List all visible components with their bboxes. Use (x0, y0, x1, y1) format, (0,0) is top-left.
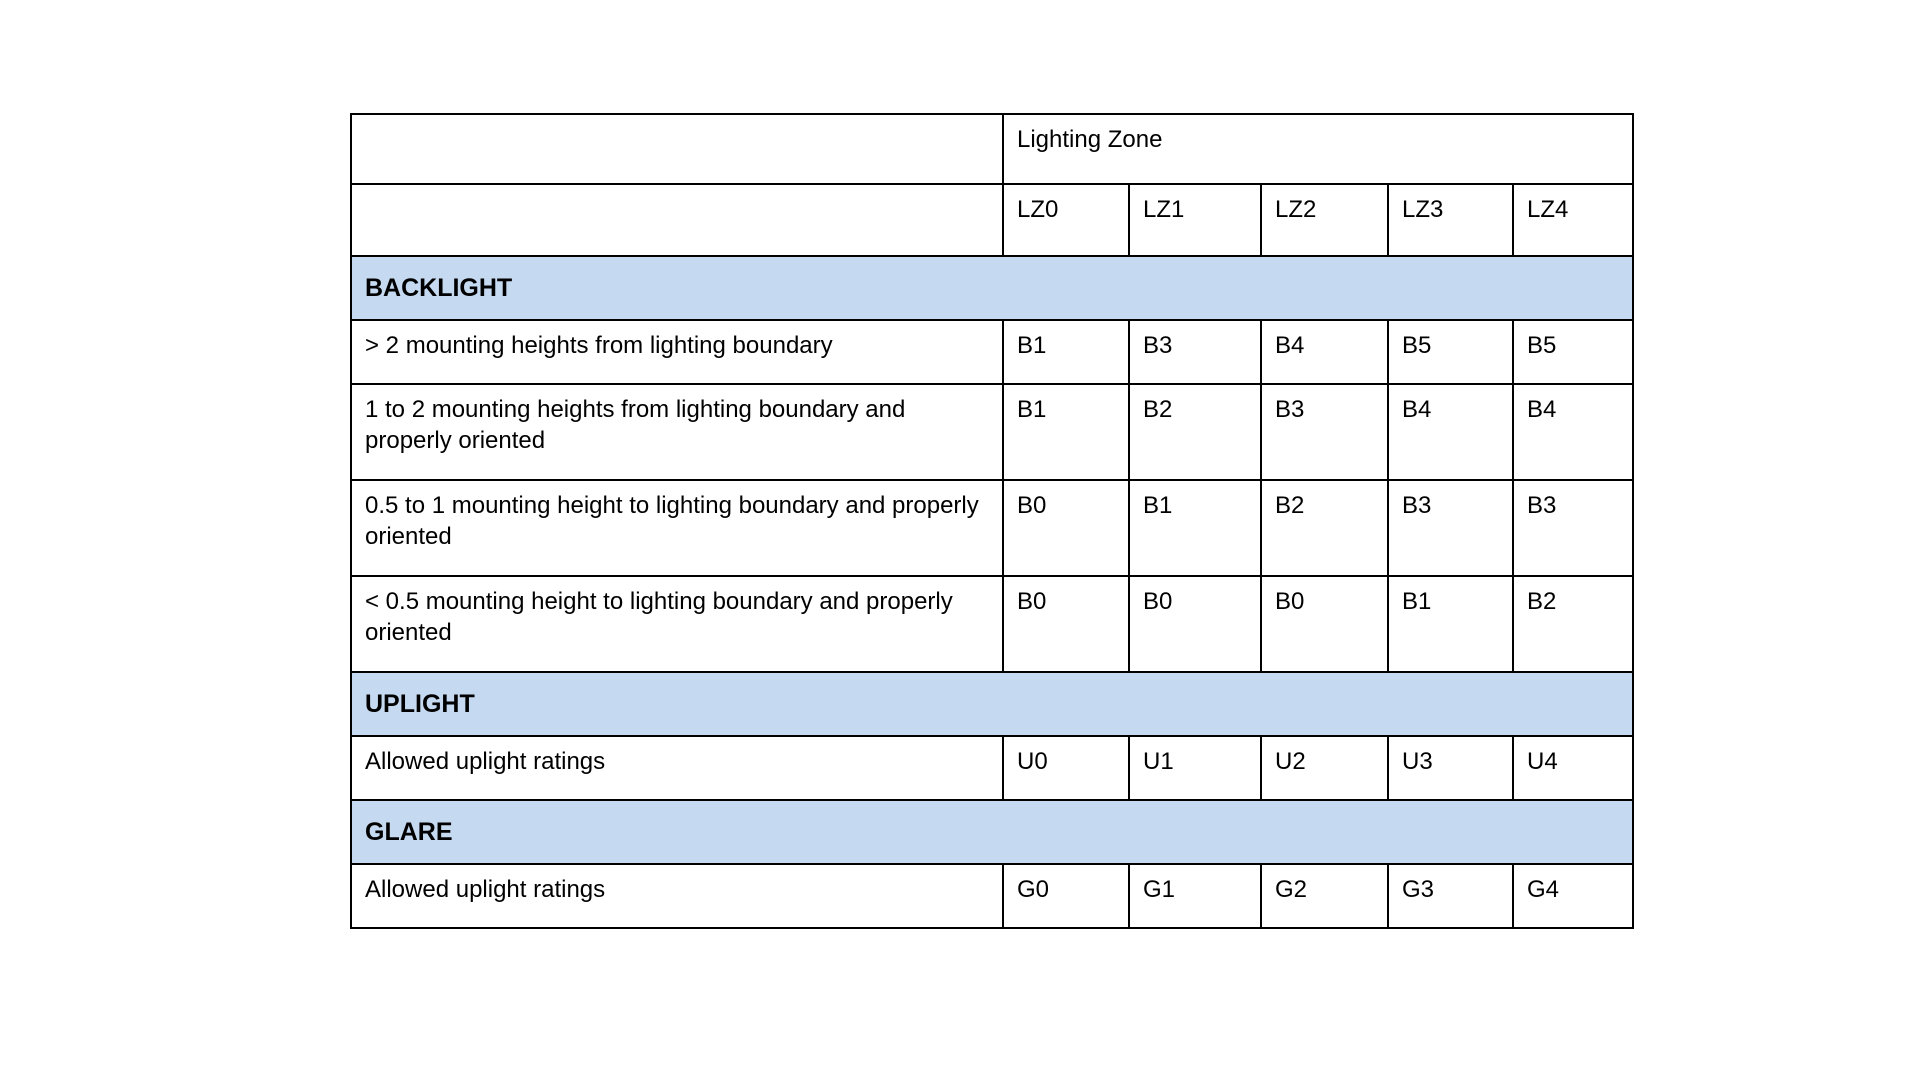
description-header-blank (351, 184, 1003, 256)
table-row (351, 864, 1633, 928)
table-row (351, 320, 1633, 384)
row-value-lz1: U1 (1129, 736, 1261, 800)
table-row (351, 384, 1633, 480)
section-header-row-backlight (351, 256, 1633, 320)
corner-blank-cell (351, 114, 1003, 184)
row-value-lz0: B0 (1003, 480, 1129, 576)
row-value-lz1: B1 (1129, 480, 1261, 576)
row-value-lz2: U2 (1261, 736, 1388, 800)
column-header-lz0: LZ0 (1003, 184, 1129, 256)
row-value-lz0: G0 (1003, 864, 1129, 928)
row-value-lz3: U3 (1388, 736, 1513, 800)
row-label: Allowed uplight ratings (351, 864, 1003, 928)
row-value-lz4: B3 (1513, 480, 1633, 576)
row-value-lz3: B5 (1388, 320, 1513, 384)
row-value-lz0: B1 (1003, 384, 1129, 480)
column-header-lz4: LZ4 (1513, 184, 1633, 256)
row-value-lz4: B5 (1513, 320, 1633, 384)
row-value-lz3: B1 (1388, 576, 1513, 672)
column-header-lz2: LZ2 (1261, 184, 1388, 256)
section-header-row-uplight (351, 672, 1633, 736)
section-label-backlight: BACKLIGHT (351, 256, 1633, 320)
row-value-lz0: B0 (1003, 576, 1129, 672)
table-row (351, 480, 1633, 576)
row-label: 1 to 2 mounting heights from lighting boundary and properly oriented (351, 384, 1003, 480)
column-header-lz1: LZ1 (1129, 184, 1261, 256)
row-value-lz1: B2 (1129, 384, 1261, 480)
row-value-lz3: B3 (1388, 480, 1513, 576)
row-value-lz4: B2 (1513, 576, 1633, 672)
row-value-lz2: B2 (1261, 480, 1388, 576)
row-value-lz4: G4 (1513, 864, 1633, 928)
table-row (351, 736, 1633, 800)
table-head (351, 114, 1633, 256)
row-value-lz3: G3 (1388, 864, 1513, 928)
row-value-lz1: B0 (1129, 576, 1261, 672)
row-value-lz4: B4 (1513, 384, 1633, 480)
table-body (351, 256, 1633, 928)
section-label-glare: GLARE (351, 800, 1633, 864)
row-label: < 0.5 mounting height to lighting boundary and properly oriented (351, 576, 1003, 672)
row-value-lz0: B1 (1003, 320, 1129, 384)
section-header-row-glare (351, 800, 1633, 864)
row-value-lz2: G2 (1261, 864, 1388, 928)
row-value-lz2: B4 (1261, 320, 1388, 384)
section-label-uplight: UPLIGHT (351, 672, 1633, 736)
lighting-zone-bug-rating-table (350, 113, 1634, 929)
table-row (351, 576, 1633, 672)
zone-columns-row (351, 184, 1633, 256)
row-value-lz1: G1 (1129, 864, 1261, 928)
zone-title-row (351, 114, 1633, 184)
row-label: > 2 mounting heights from lighting boundary (351, 320, 1003, 384)
lighting-zone-header: Lighting Zone (1003, 114, 1633, 184)
row-value-lz2: B3 (1261, 384, 1388, 480)
row-value-lz4: U4 (1513, 736, 1633, 800)
column-header-lz3: LZ3 (1388, 184, 1513, 256)
row-value-lz0: U0 (1003, 736, 1129, 800)
row-value-lz2: B0 (1261, 576, 1388, 672)
row-label: Allowed uplight ratings (351, 736, 1003, 800)
row-value-lz3: B4 (1388, 384, 1513, 480)
row-label: 0.5 to 1 mounting height to lighting boundary and properly oriented (351, 480, 1003, 576)
row-value-lz1: B3 (1129, 320, 1261, 384)
bug-rating-table-container (350, 113, 1632, 929)
